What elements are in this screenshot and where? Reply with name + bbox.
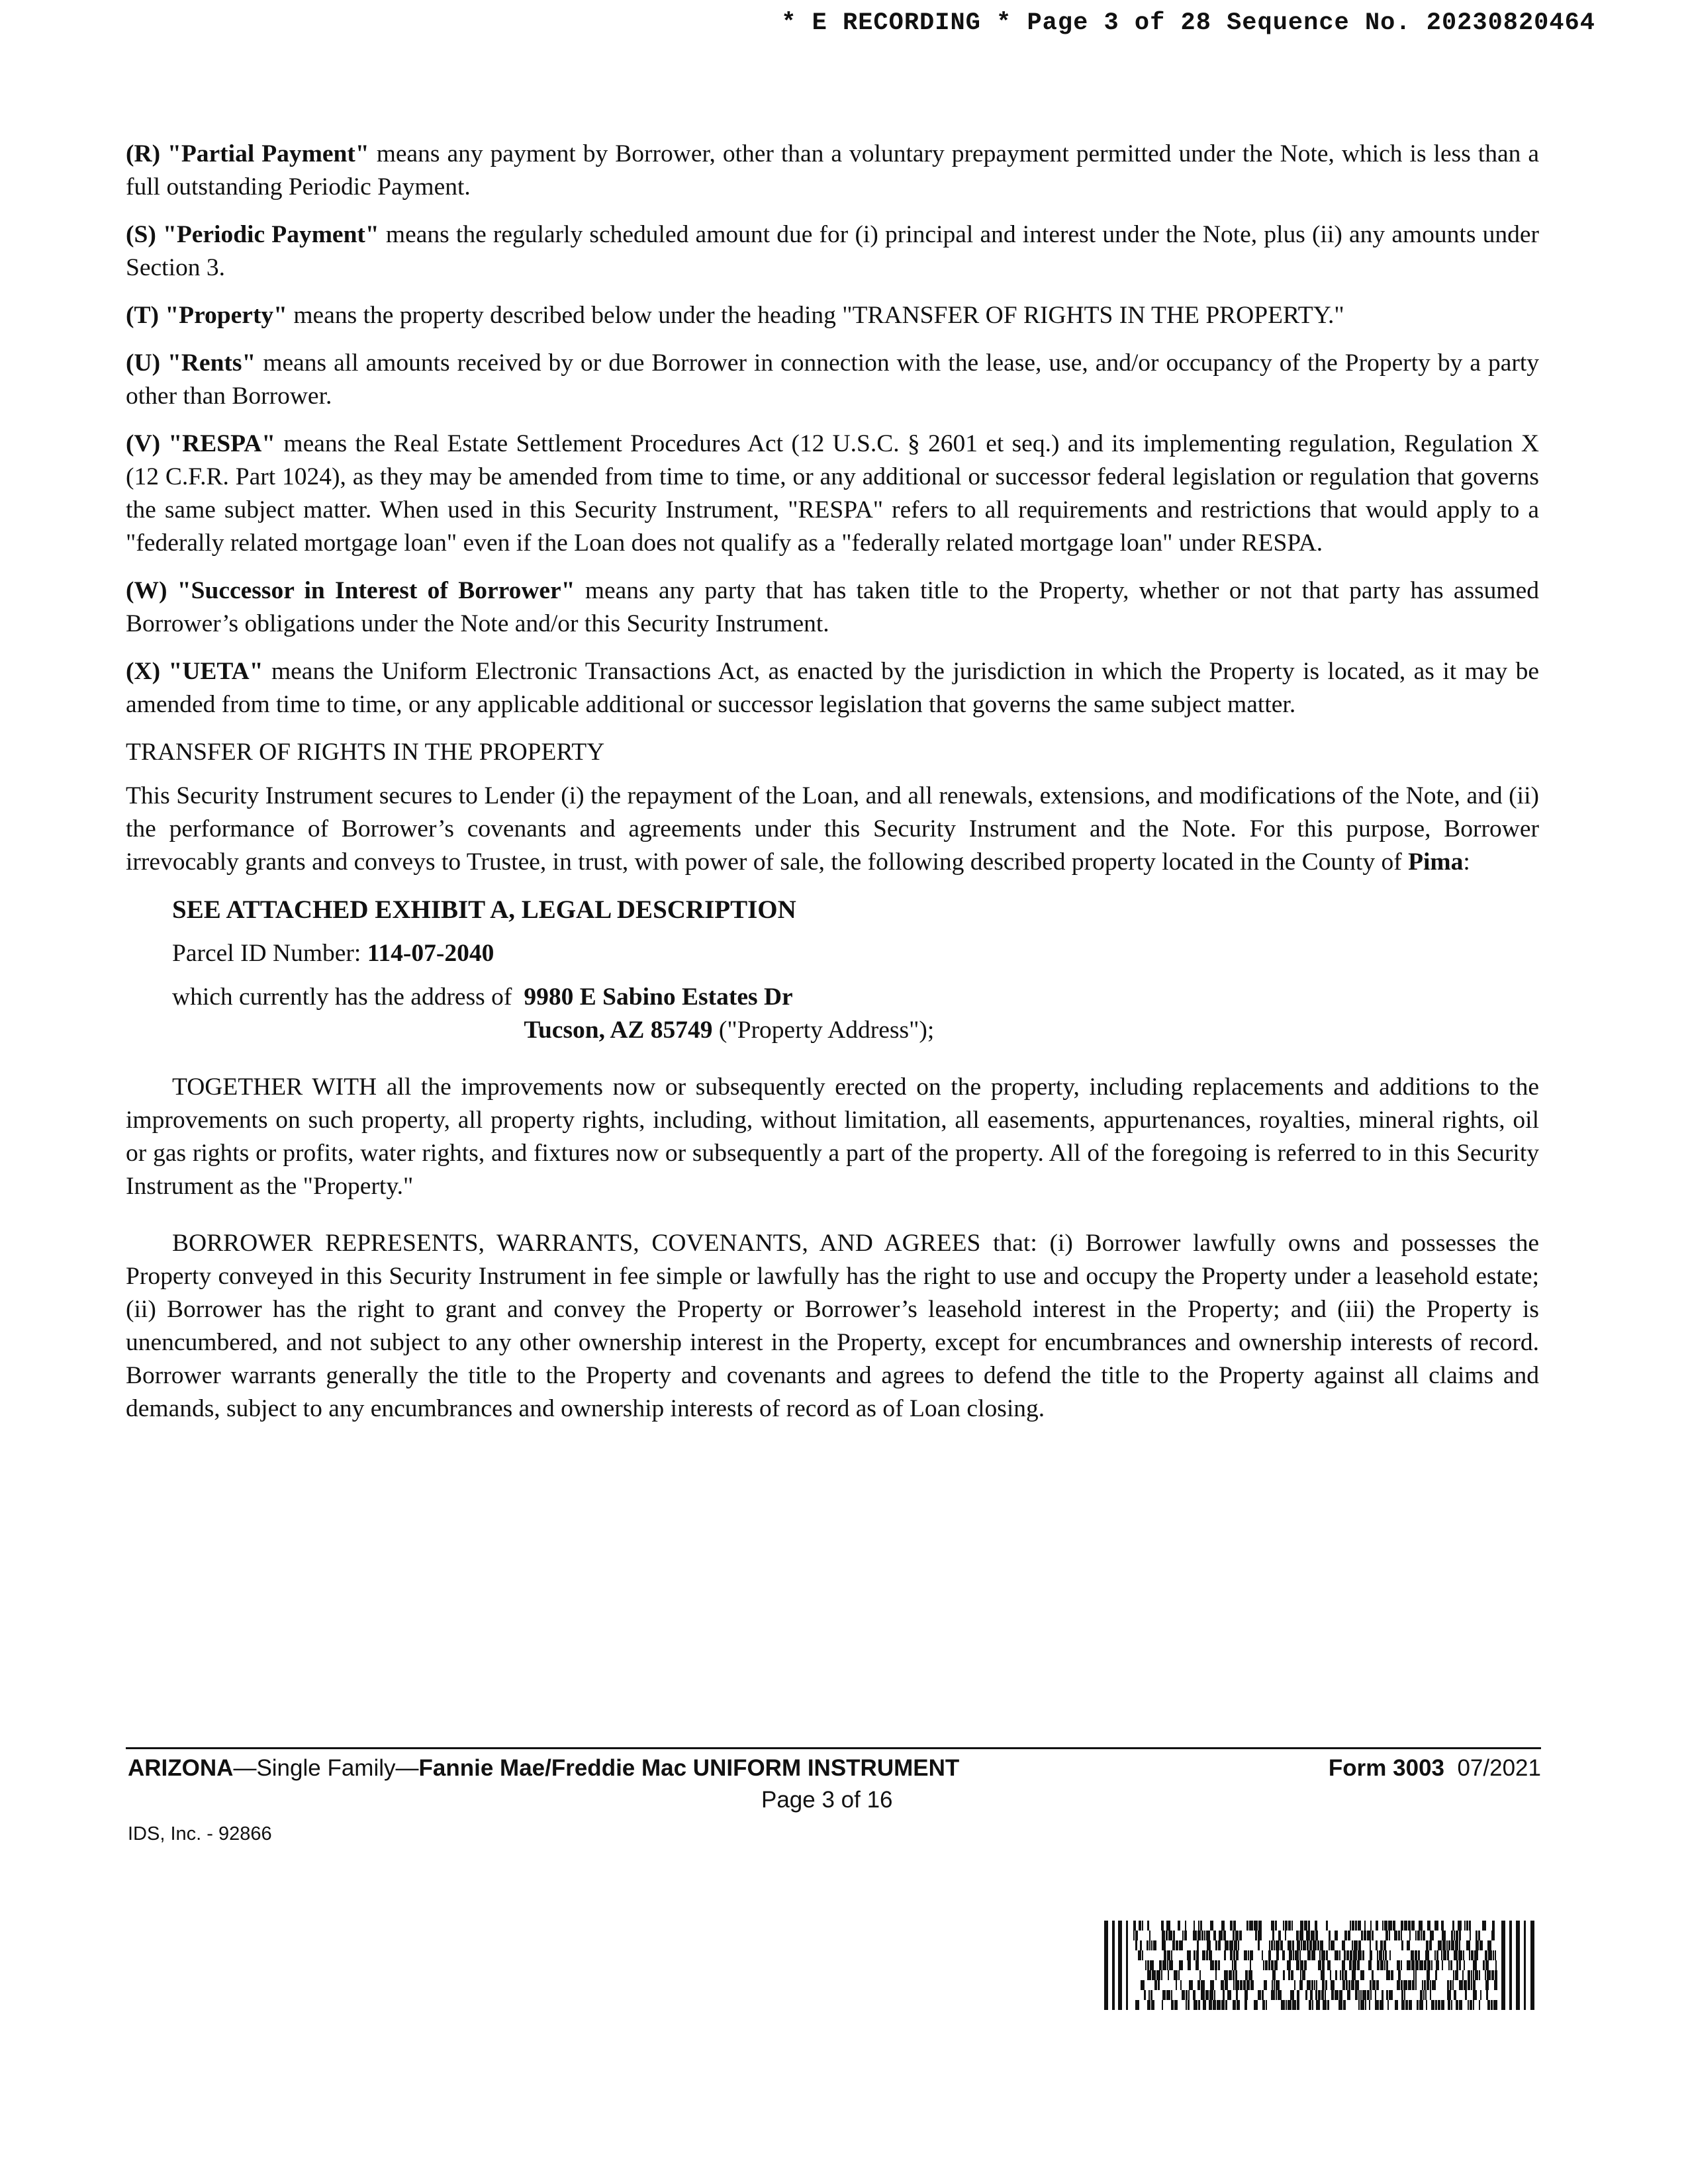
definition-x (126, 655, 1539, 721)
address-line-2-wrap (524, 1014, 934, 1047)
address-label: which currently has the address of (172, 983, 512, 1011)
transfer-intro (126, 780, 1539, 879)
definition-text: means the Real Estate Settlement Procedures Act (12 U.S.C. § 2601 et seq.) and its implementing regulation, Regulation X (12 C.F.R. Part 1024), as they may be amended from time to time, or any additional or successor federal legislation or regulation that governs the same subject matter. When used in this Security Instrument, "RESPA" refers to all requirements and restrictions that would apply to a "federally related mortgage loan" even if the Loan does not qualify as a "federally related mortgage loan" under RESPA. (126, 430, 1539, 557)
footer-form-date: 07/2021 (1457, 1755, 1541, 1781)
definition-text: means the Uniform Electronic Transactions Act, as enacted by the jurisdiction in which the Property is located, as it may be amended from time to time, or any applicable additional or successor legislation that governs the same subject matter. (126, 658, 1539, 718)
footer-ids: IDS, Inc. - 92866 (128, 1823, 272, 1844)
definition-label: (R) "Partial Payment" (126, 140, 369, 167)
definition-text: means all amounts received by or due Borrower in connection with the lease, use, and/or occupancy of the Property by a party other than Borrower. (126, 349, 1540, 410)
address-line-1: 9980 E Sabino Estates Dr (524, 983, 793, 1011)
definition-label: (U) "Rents" (126, 349, 256, 377)
address-lines (524, 981, 934, 1047)
transfer-intro-text: This Security Instrument secures to Lender (i) the repayment of the Loan, and all renewals, extensions, and modifications of the Note, and (ii) the performance of Borrower’s covenants and agreements under this Security Instrument and the Note. For this purpose, Borrower irrevocably grants and conveys to Trustee, in trust, with power of sale, the following described property located in the County of (126, 782, 1539, 876)
recording-header: * E RECORDING * Page 3 of 28 Sequence No. 20230820464 (781, 9, 1595, 37)
address-line-2: Tucson, AZ 85749 (524, 1017, 713, 1044)
document-body (126, 138, 1539, 1426)
definition-text: means the property described below under the heading "TRANSFER OF RIGHTS IN THE PROPERTY." (287, 302, 1344, 329)
definition-label: (V) "RESPA" (126, 430, 276, 457)
footer-page-number: Page 3 of 16 (761, 1787, 893, 1813)
parcel-number: 114-07-2040 (367, 940, 494, 967)
definition-u (126, 347, 1539, 413)
definition-text: means any party that has taken title to the Property, whether or not that party has assumed Borrower’s obligations under the Note and/or this Security Instrument. (126, 577, 1539, 637)
definition-label: (T) "Property" (126, 302, 288, 329)
barcode-icon (1104, 1921, 1540, 2010)
definition-label: (X) "UETA" (126, 658, 263, 685)
definition-label: (W) "Successor in Interest of Borrower" (126, 577, 575, 604)
definition-label: (S) "Periodic Payment" (126, 221, 379, 248)
definition-r (126, 138, 1539, 204)
definition-s (126, 218, 1539, 285)
definition-v (126, 428, 1539, 560)
address-block (172, 981, 1539, 1047)
parcel-label: Parcel ID Number: (172, 940, 367, 967)
footer-instrument-line (128, 1755, 959, 1782)
definition-text: means any payment by Borrower, other than a voluntary prepayment permitted under the Note, which is less than a full outstanding Periodic Payment. (126, 140, 1540, 201)
parcel-line (172, 937, 1539, 970)
footer-instrument: Fannie Mae/Freddie Mac UNIFORM INSTRUMENT (418, 1755, 960, 1781)
footer-form-label: Form 3003 (1328, 1755, 1445, 1781)
together-with-paragraph: TOGETHER WITH all the improvements now or subsequently erected on the property, including replacements and additions to the improvements on such property, all property rights, including, without limitation, all easements, appurtenances, royalties, mineral rights, oil or gas rights or profits, water rights, and fixtures now or subsequently a part of the property. All of the foregoing is referred to in this Security Instrument as the "Property." (126, 1073, 1539, 1200)
definition-w (126, 574, 1539, 641)
property-details (172, 893, 1539, 1047)
definition-text: means the regularly scheduled amount due for (i) principal and interest under the Note, plus (ii) any amounts under Section 3. (126, 221, 1539, 281)
borrower-represents-paragraph: BORROWER REPRESENTS, WARRANTS, COVENANTS, AND AGREES that: (i) Borrower lawfully owns and possesses the Property conveyed in this Security Instrument in fee simple or lawfully has the right to use and occupy the Property under a leasehold estate; (ii) Borrower has the right to grant and convey the Property or Borrower’s leasehold interest in the Property; and (iii) the Property is unencumbered, and not subject to any other ownership interest in the Property, except for encumbrances and ownership interests of record. Borrower warrants generally the title to the Property and covenants and agrees to defend the title to the Property against all claims and demands, subject to any encumbrances and ownership interests of record as of Loan closing. (126, 1230, 1539, 1422)
transfer-heading: TRANSFER OF RIGHTS IN THE PROPERTY (126, 739, 605, 766)
footer-state: ARIZONA (128, 1755, 234, 1781)
footer-sep: —Single Family— (233, 1755, 419, 1781)
address-suffix: ("Property Address"); (712, 1017, 935, 1044)
county-name: Pima (1408, 848, 1464, 876)
footer-divider (126, 1747, 1541, 1749)
transfer-intro-end: : (1463, 848, 1470, 876)
exhibit-line: SEE ATTACHED EXHIBIT A, LEGAL DESCRIPTION (172, 895, 796, 924)
footer-form (1329, 1755, 1541, 1782)
definition-t (126, 299, 1539, 332)
